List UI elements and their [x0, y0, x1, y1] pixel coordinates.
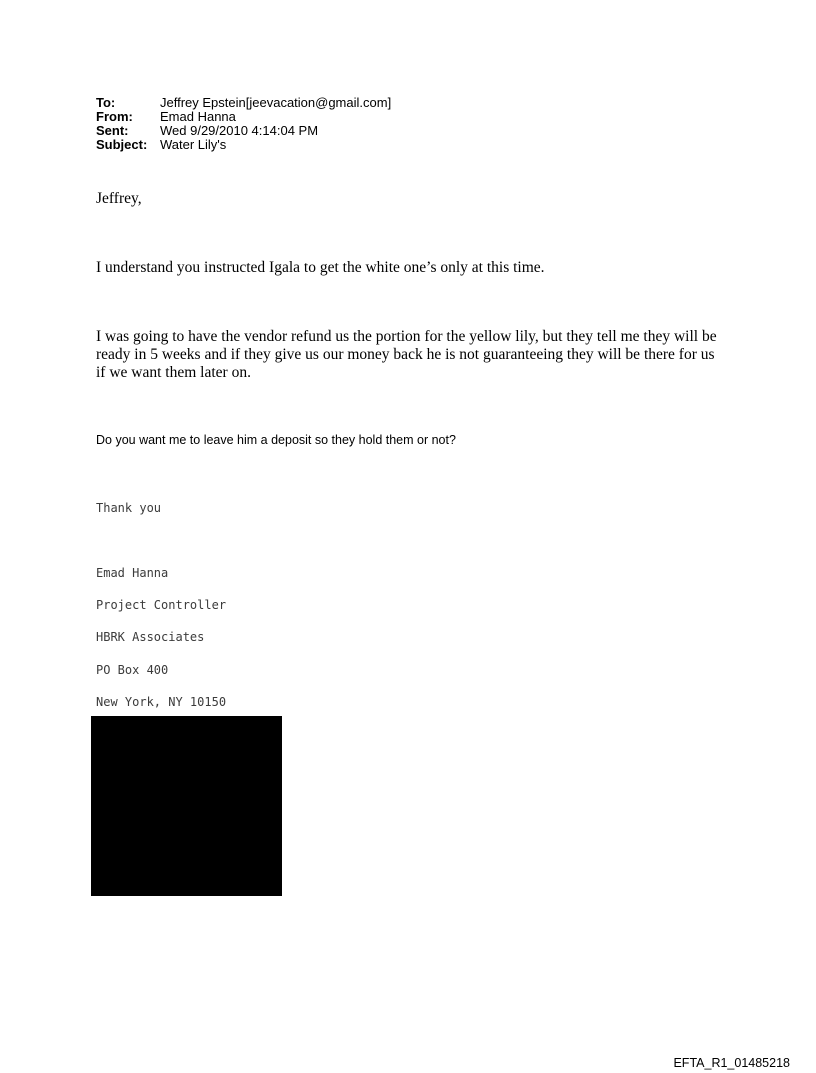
body-paragraph-2: I was going to have the vendor refund us the portion for the yellow lily, but they tell me they will be ready in 5 weeks and if they give us our money back he is not guaranteeing they will be there for us if we want them later on. [96, 328, 717, 381]
redaction-block [91, 716, 282, 896]
subject-row [96, 138, 391, 152]
from-value: Emad Hanna [160, 109, 236, 124]
signature-city: New York, NY 10150 [96, 695, 227, 709]
from-row [96, 110, 391, 124]
to-value: Jeffrey Epstein[jeevacation@gmail.com] [160, 95, 392, 110]
from-label: From: [96, 109, 133, 124]
sent-label: Sent: [96, 123, 129, 138]
closing-line: Thank you [96, 501, 162, 515]
signature-company: HBRK Associates [96, 630, 205, 644]
greeting: Jeffrey, [96, 190, 142, 207]
subject-value: Water Lily's [160, 137, 227, 152]
to-row [96, 96, 391, 110]
signature-po-box: PO Box 400 [96, 663, 169, 677]
to-label: To: [96, 95, 116, 110]
subject-label: Subject: [96, 137, 148, 152]
body-question: Do you want me to leave him a deposit so they hold them or not? [96, 433, 456, 447]
sent-value: Wed 9/29/2010 4:14:04 PM [160, 123, 319, 138]
body-paragraph-1: I understand you instructed Igala to get the white one’s only at this time. [96, 259, 545, 276]
signature-name: Emad Hanna [96, 566, 169, 580]
sent-row [96, 124, 391, 138]
signature-title: Project Controller [96, 598, 227, 612]
document-id: EFTA_R1_01485218 [673, 1056, 790, 1070]
email-header [96, 96, 391, 152]
